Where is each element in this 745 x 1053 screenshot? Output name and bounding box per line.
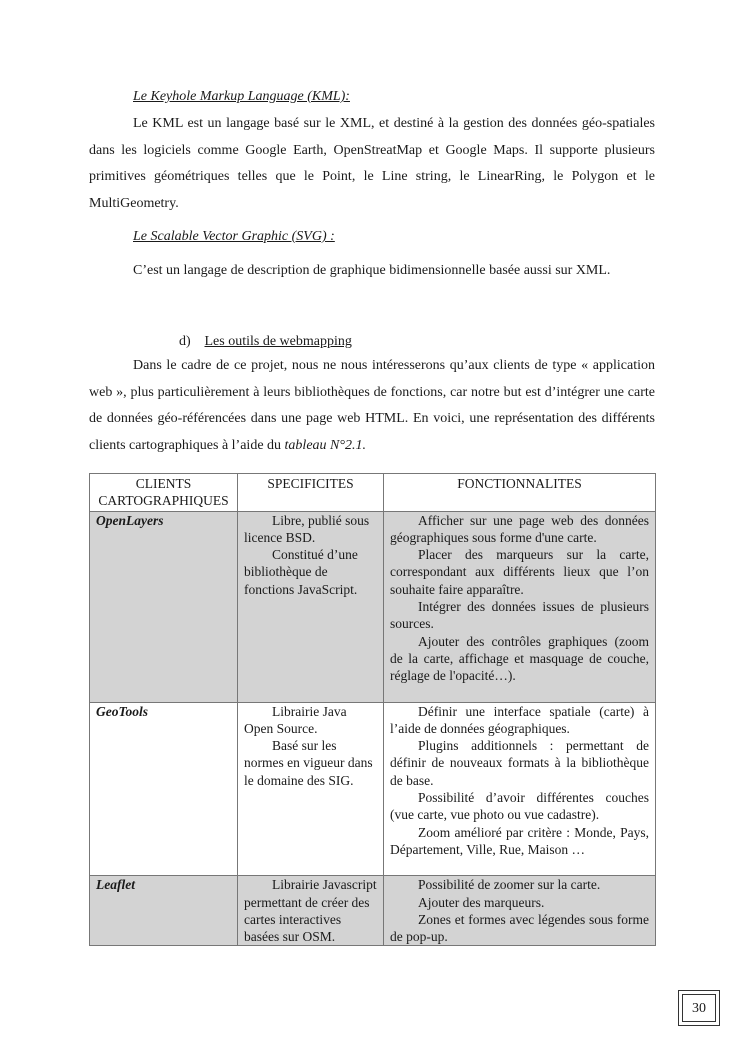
- feature-item: Plugins additionnels : permettant de définir de nouveaux formats à la bibliothèque de base.: [390, 738, 649, 788]
- table-reference: tableau N°2.1.: [284, 437, 366, 453]
- table-row: [90, 876, 656, 946]
- table-row: [90, 702, 656, 876]
- feature-item: Possibilité d’avoir différentes couches (vue carte, vue photo ou vue cadastre).: [390, 790, 649, 823]
- feature-item: Possibilité de zoomer sur la carte.: [418, 877, 601, 893]
- client-name: Leaflet: [96, 877, 135, 893]
- feature-item: Placer des marqueurs sur la carte, correspondant aux différents lieux que l’on souhaite faire apparaître.: [390, 547, 649, 597]
- svg-heading: Le Scalable Vector Graphic (SVG) :: [133, 229, 335, 244]
- section-d-paragraph: [89, 353, 655, 459]
- feature-item: Ajouter des marqueurs.: [418, 894, 545, 910]
- page-number: 30: [682, 994, 716, 1022]
- header-specificites: SPECIFICITES: [238, 474, 384, 512]
- client-name: OpenLayers: [96, 512, 164, 528]
- header-fonctionnalites: FONCTIONNALITES: [384, 474, 656, 512]
- spec-item: Basé sur les normes en vigueur dans le domaine des SIG.: [244, 738, 373, 788]
- feature-item: Zones et formes avec légendes sous forme de pop-up.: [390, 911, 649, 945]
- header-clients-line1: CLIENTS: [135, 476, 192, 491]
- client-name: GeoTools: [96, 703, 149, 719]
- specs-cell: [238, 702, 384, 876]
- section-d-title: Les outils de webmapping: [204, 334, 352, 349]
- features-cell: [384, 876, 656, 946]
- client-cell: [90, 702, 238, 876]
- feature-item: Intégrer des données issues de plusieurs sources.: [390, 599, 649, 632]
- specs-cell: [238, 876, 384, 946]
- feature-item: Zoom amélioré par critère : Monde, Pays, Département, Ville, Rue, Maison …: [390, 824, 649, 857]
- section-d-intro: Dans le cadre de ce projet, nous ne nous intéresserons qu’aux clients de type « application web », plus particulièrement à leurs bibliothèques de fonctions, car notre but est d’intégrer une carte de données géo-référencées dans une page web HTML. En voici, une représentation des différents clients cartographiques à l’aide du: [89, 358, 655, 453]
- header-clients: [90, 474, 238, 512]
- table-row: [90, 511, 656, 702]
- page-number-box: [678, 990, 720, 1026]
- kml-heading: Le Keyhole Markup Language (KML):: [133, 89, 350, 104]
- spec-item: Constitué d’une bibliothèque de fonctions JavaScript.: [244, 547, 358, 597]
- webmapping-clients-table: [89, 473, 656, 946]
- features-cell: [384, 702, 656, 876]
- client-cell: [90, 511, 238, 702]
- feature-item: Afficher sur une page web des données géographiques sous forme d'une carte.: [390, 512, 649, 545]
- table-header-row: [90, 474, 656, 512]
- features-cell: [384, 511, 656, 702]
- spec-item: Librairie Java Open Source.: [244, 703, 347, 736]
- kml-paragraph: Le KML est un langage basé sur le XML, et destiné à la gestion des données géo-spatiales dans les logiciels comme Google Earth, OpenStreatMap et Google Maps. Il supporte plusieurs primitives géométriques telles que le Point, le Line string, le LinearRing, le Polygon et le MultiGeometry.: [89, 116, 655, 211]
- svg-paragraph: C’est un langage de description de graphique bidimensionnelle basée aussi sur XML.: [133, 263, 611, 278]
- feature-item: Définir une interface spatiale (carte) à l’aide de données géographiques.: [390, 703, 649, 736]
- spec-item: Librairie Javascript permettant de créer des cartes interactives basées sur OSM.: [244, 877, 377, 945]
- header-clients-line2: CARTOGRAPHIQUES: [98, 493, 229, 509]
- specs-cell: [238, 511, 384, 702]
- client-cell: [90, 876, 238, 946]
- feature-item: Ajouter des contrôles graphiques (zoom de la carte, affichage et masquage de couche, réglage de l'opacité…).: [390, 633, 649, 684]
- section-d-label: d): [179, 334, 191, 349]
- section-d-heading: [179, 334, 352, 350]
- spec-item: Libre, publié sous licence BSD.: [244, 512, 370, 545]
